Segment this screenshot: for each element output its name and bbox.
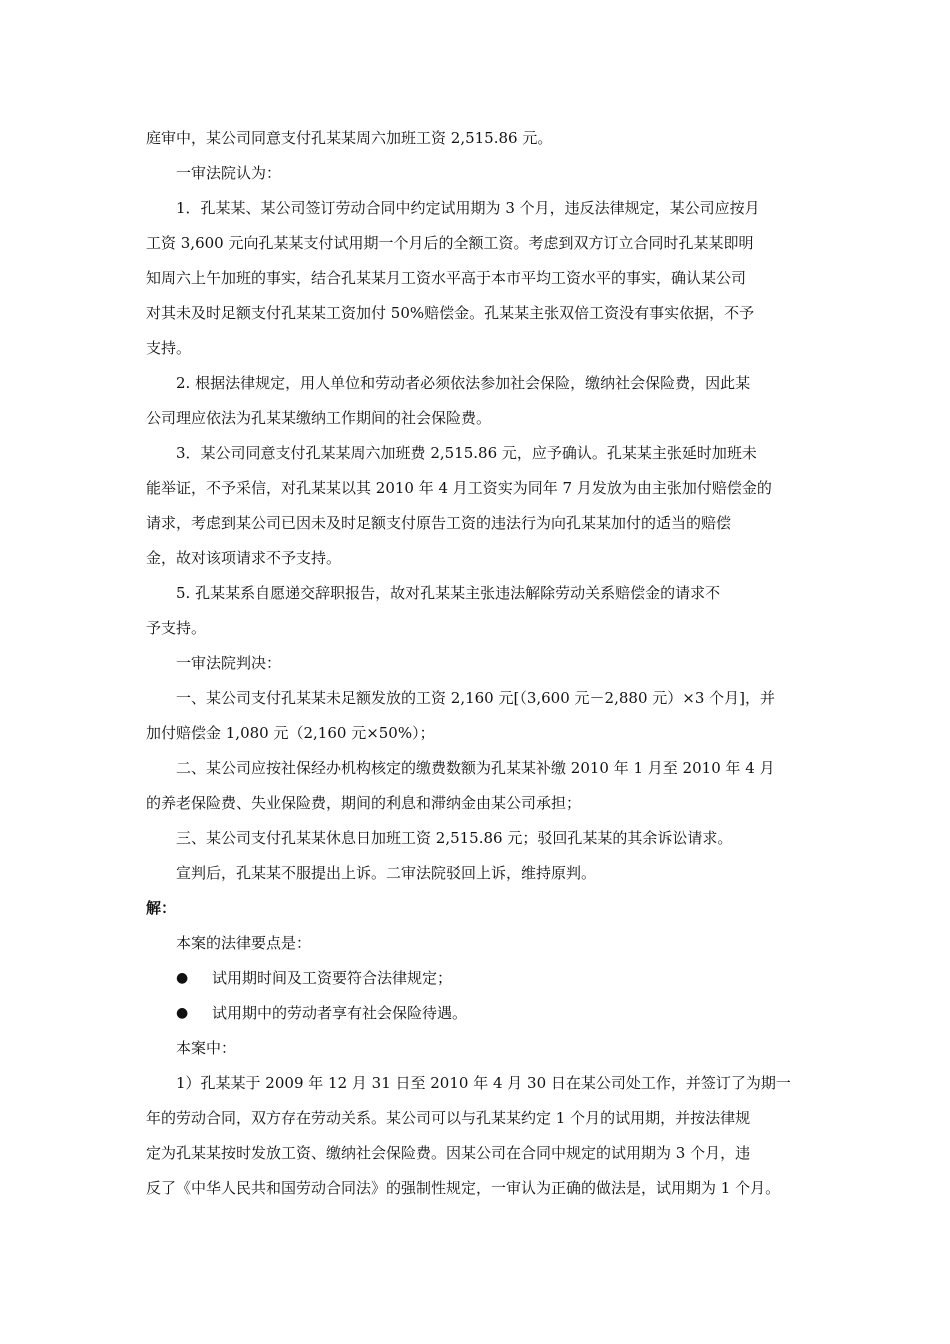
paragraph-line: 二、某公司应按社保经办机构核定的缴费数额为孔某某补缴 2010 年 1 月至 2010 年 4 月	[176, 759, 775, 777]
paragraph-line: 5. 孔某某系自愿递交辞职报告，故对孔某某主张违法解除劳动关系赔偿金的请求不	[176, 584, 721, 602]
paragraph-line: 知周六上午加班的事实，结合孔某某月工资水平高于本市平均工资水平的事实，确认某公司	[146, 269, 747, 287]
paragraph-line: 宣判后，孔某某不服提出上诉。二审法院驳回上诉，维持原判。	[176, 864, 597, 882]
paragraph-line: 3．某公司同意支付孔某某周六加班费 2,515.86 元，应予确认。孔某某主张延时加班未	[176, 444, 757, 462]
bullet-item: 试用期中的劳动者享有社会保险待遇。	[212, 1004, 468, 1022]
section-heading: 一审法院判决：	[176, 654, 282, 672]
paragraph-line: 本案的法律要点是：	[176, 934, 312, 952]
paragraph-line: 能举证，不予采信，对孔某某以其 2010 年 4 月工资实为同年 7 月发放为由主张加付赔偿金的	[146, 479, 772, 497]
answer-heading: 解：	[146, 899, 177, 917]
paragraph-line: 定为孔某某按时发放工资、缴纳社会保险费。因某公司在合同中规定的试用期为 3 个月，违	[146, 1144, 751, 1162]
paragraph-line: 本案中：	[176, 1039, 237, 1057]
paragraph-line: 一审法院认为：	[176, 164, 282, 182]
paragraph-line: 公司理应依法为孔某某缴纳工作期间的社会保险费。	[146, 409, 492, 427]
paragraph-line: 工资 3,600 元向孔某某支付试用期一个月后的全额工资。考虑到双方订立合同时孔某某即明	[146, 234, 754, 252]
paragraph-line: 请求，考虑到某公司已因未及时足额支付原告工资的违法行为向孔某某加付的适当的赔偿	[146, 514, 732, 532]
bullet-item: 试用期时间及工资要符合法律规定；	[212, 969, 453, 987]
paragraph-line: 金，故对该项请求不予支持。	[146, 549, 342, 567]
paragraph-line: 反了《中华人民共和国劳动合同法》的强制性规定，一审认为正确的做法是，试用期为 1 个月。	[146, 1179, 781, 1197]
paragraph-line: 加付赔偿金 1,080 元（2,160 元×50%）；	[146, 724, 435, 742]
bullet-icon: ●	[176, 970, 189, 986]
paragraph-line: 支持。	[146, 339, 192, 357]
paragraph-line: 的养老保险费、失业保险费，期间的利息和滞纳金由某公司承担；	[146, 794, 582, 812]
paragraph-line: 三、某公司支付孔某某休息日加班工资 2,515.86 元；驳回孔某某的其余诉讼请求。	[176, 829, 733, 847]
paragraph-line: 一、某公司支付孔某某未足额发放的工资 2,160 元[（3,600 元－2,880 元）×3 个月]，并	[176, 689, 775, 707]
paragraph-line: 2. 根据法律规定，用人单位和劳动者必须依法参加社会保险，缴纳社会保险费，因此某	[176, 374, 751, 392]
paragraph-line: 予支持。	[146, 619, 207, 637]
paragraph-line: 庭审中，某公司同意支付孔某某周六加班工资 2,515.86 元。	[146, 129, 553, 147]
bullet-icon: ●	[176, 1005, 189, 1021]
paragraph-line: 年的劳动合同，双方存在劳动关系。某公司可以与孔某某约定 1 个月的试用期，并按法律规	[146, 1109, 751, 1127]
paragraph-line: 对其未及时足额支付孔某某工资加付 50%赔偿金。孔某某主张双倍工资没有事实依据，不予	[146, 304, 755, 322]
paragraph-line: 1）孔某某于 2009 年 12 月 31 日至 2010 年 4 月 30 日在某公司处工作，并签订了为期一	[176, 1074, 791, 1092]
paragraph-line: 1．孔某某、某公司签订劳动合同中约定试用期为 3 个月，违反法律规定，某公司应按月	[176, 199, 760, 217]
